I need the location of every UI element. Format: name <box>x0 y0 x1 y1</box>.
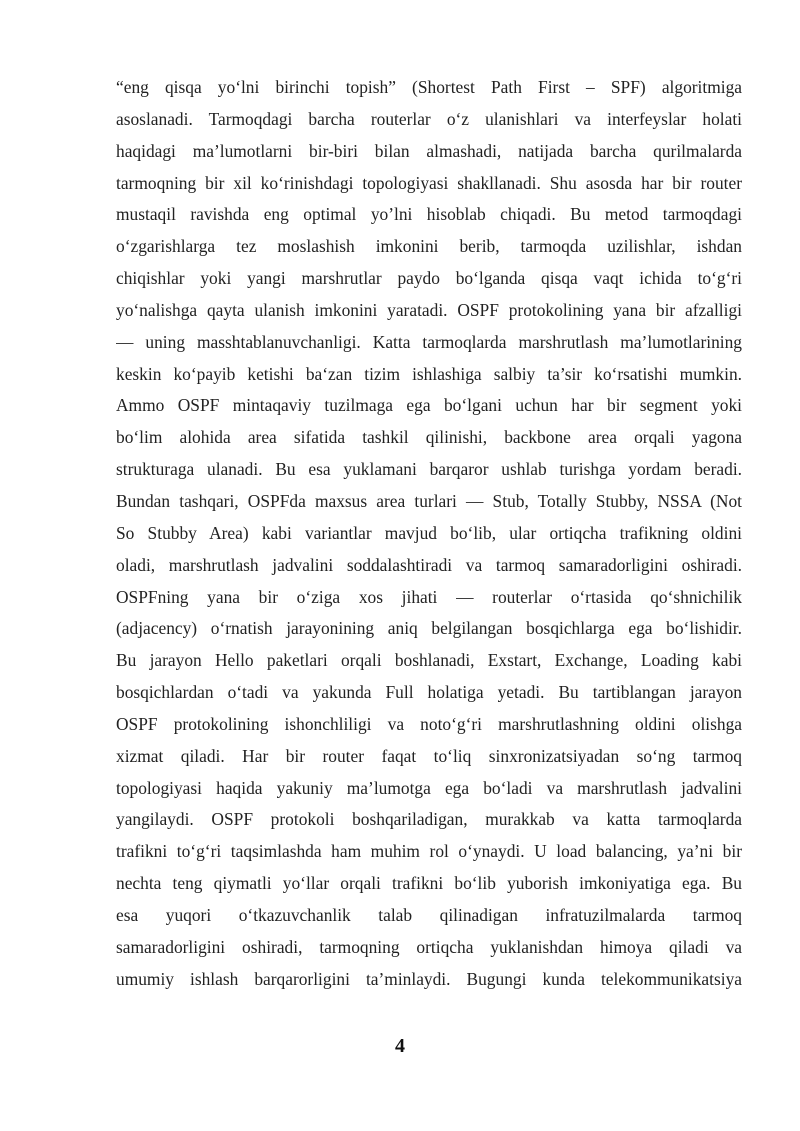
text-line: OSPF protokolining ishonchliligi va noto‘g‘ri marshrutlashning oldini olishga <box>116 713 742 734</box>
text-line: esa yuqori o‘tkazuvchanlik talab qilinadigan infratuzilmalarda tarmoq <box>116 904 742 925</box>
text-line: (adjacency) o‘rnatish jarayonining aniq belgilangan bosqichlarga ega bo‘lishidir. <box>116 618 742 639</box>
text-line: keskin ko‘payib ketishi ba‘zan tizim ishlashiga salbiy ta’sir ko‘rsatishi mumkin. <box>116 363 742 384</box>
text-line: OSPFning yana bir o‘ziga xos jihati — routerlar o‘rtasida qo‘shnichilik <box>116 586 742 607</box>
text-line: tarmoqning bir xil ko‘rinishdagi topologiyasi shakllanadi. Shu asosda har bir router <box>116 172 742 193</box>
page-number: 4 <box>395 1035 405 1057</box>
text-line: o‘zgarishlarga tez moslashish imkonini berib, tarmoqda uzilishlar, ishdan <box>116 236 742 257</box>
text-line: oladi, marshrutlash jadvalini soddalashtiradi va tarmoq samaradorligini oshiradi. <box>116 554 742 575</box>
text-line: So Stubby Area) kabi variantlar mavjud bo‘lib, ular ortiqcha trafikning oldini <box>116 522 742 543</box>
text-line: Bundan tashqari, OSPFda maxsus area turlari — Stub, Totally Stubby, NSSA (Not <box>116 490 742 511</box>
text-line: chiqishlar yoki yangi marshrutlar paydo bo‘lganda qisqa vaqt ichida to‘g‘ri <box>116 268 742 289</box>
body-paragraph <box>116 72 742 995</box>
text-line: umumiy ishlash barqarorligini ta’minlaydi. Bugungi kunda telekommunikatsiya <box>116 968 742 989</box>
text-line: yangilaydi. OSPF protokoli boshqariladigan, murakkab va katta tarmoqlarda <box>116 809 742 830</box>
text-line: samaradorligini oshiradi, tarmoqning ortiqcha yuklanishdan himoya qiladi va <box>116 936 742 957</box>
text-line: — uning masshtablanuvchanligi. Katta tarmoqlarda marshrutlash ma’lumotlarining <box>116 331 742 352</box>
text-line: trafikni to‘g‘ri taqsimlashda ham muhim rol o‘ynaydi. U load balancing, ya’ni bir <box>116 841 742 862</box>
text-line: strukturaga ulanadi. Bu esa yuklamani barqaror ushlab turishga yordam beradi. <box>116 459 742 480</box>
text-line: haqidagi ma’lumotlarni bir-biri bilan almashadi, natijada barcha qurilmalarda <box>116 140 742 161</box>
text-line: mustaqil ravishda eng optimal yo’lni hisoblab chiqadi. Bu metod tarmoqdagi <box>116 204 742 225</box>
text-line: Bu jarayon Hello paketlari orqali boshlanadi, Exstart, Exchange, Loading kabi <box>116 650 742 671</box>
text-line: “eng qisqa yo‘lni birinchi topish” (Shortest Path First – SPF) algoritmiga <box>116 77 742 97</box>
text-line: xizmat qiladi. Har bir router faqat to‘liq sinxronizatsiyadan so‘ng tarmoq <box>116 745 742 766</box>
text-line: Ammo OSPF mintaqaviy tuzilmaga ega bo‘lgani uchun har bir segment yoki <box>116 395 742 416</box>
text-line: bosqichlardan o‘tadi va yakunda Full holatiga yetadi. Bu tartiblangan jarayon <box>116 682 742 703</box>
text-line: asoslanadi. Tarmoqdagi barcha routerlar o‘z ulanishlari va interfeyslar holati <box>116 108 742 129</box>
text-line: bo‘lim alohida area sifatida tashkil qilinishi, backbone area orqali yagona <box>116 427 742 448</box>
text-line: yo‘nalishga qayta ulanish imkonini yaratadi. OSPF protokolining yana bir afzalligi <box>116 299 742 320</box>
text-line: topologiyasi haqida yakuniy ma’lumotga ega bo‘ladi va marshrutlash jadvalini <box>116 777 742 798</box>
text-line: nechta teng qiymatli yo‘llar orqali trafikni bo‘lib yuborish imkoniyatiga ega. Bu <box>116 873 742 894</box>
